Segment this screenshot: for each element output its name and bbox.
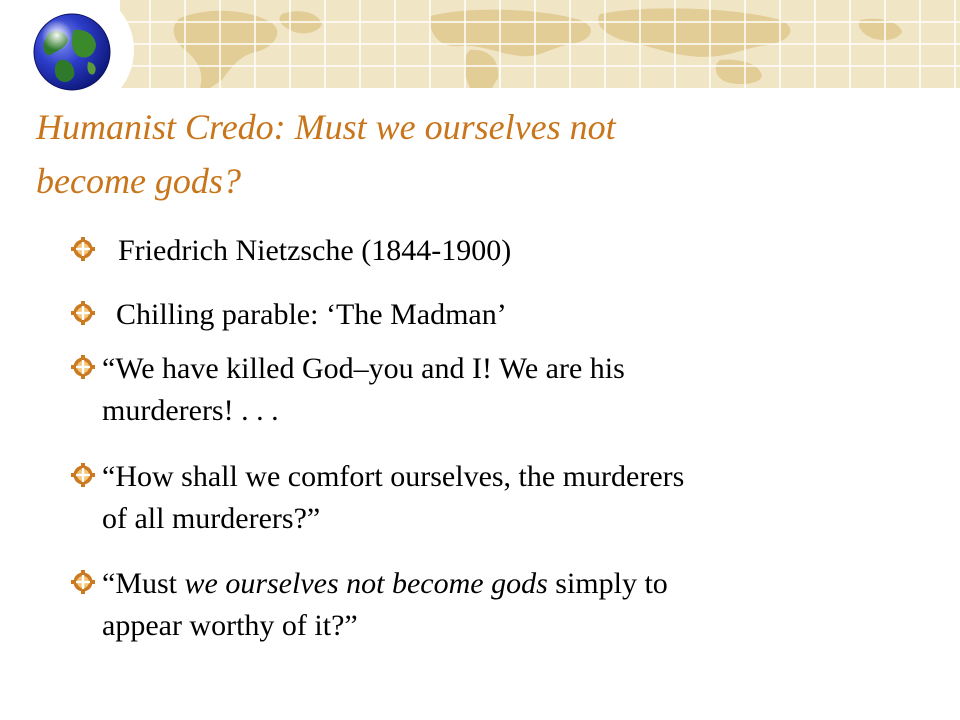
- bullet-text: [70, 456, 930, 540]
- bullet-text: Friedrich Nietzsche (1844-1900): [118, 234, 512, 267]
- bullet-text: Chilling parable: ‘The Madman’: [116, 298, 507, 331]
- bullet-text-line-2: appear worthy of it?”: [102, 609, 358, 642]
- bullet-item: [70, 230, 930, 272]
- bullet-item: [70, 294, 930, 336]
- bullet-text-emphasis: we ourselves not become gods: [184, 567, 548, 600]
- gear-bullet-icon: [70, 569, 96, 595]
- bullet-text-line-1: “We have killed God–you and I! We are his: [102, 352, 625, 385]
- bullet-text: [70, 348, 930, 432]
- gear-bullet-icon: [70, 354, 96, 380]
- bullet-text-line-2: murderers! . . .: [102, 394, 279, 427]
- bullet-text-line-1: “How shall we comfort ourselves, the murderers: [102, 460, 685, 493]
- bullet-text-prefix: “Must: [102, 567, 185, 600]
- bullet-item: [70, 456, 930, 540]
- gear-bullet-icon: [70, 236, 96, 262]
- slide-title-line-2: become gods?: [36, 161, 241, 201]
- bullet-item: [70, 348, 930, 432]
- slide-title-line-1: Humanist Credo: Must we ourselves not: [36, 107, 616, 147]
- bullet-item: [70, 563, 930, 647]
- gear-bullet-icon: [70, 462, 96, 488]
- bullet-text: [70, 563, 930, 647]
- bullet-text-line-2: of all murderers?”: [102, 502, 321, 535]
- gear-bullet-icon: [70, 300, 96, 326]
- bullet-text-suffix: simply to: [547, 567, 668, 600]
